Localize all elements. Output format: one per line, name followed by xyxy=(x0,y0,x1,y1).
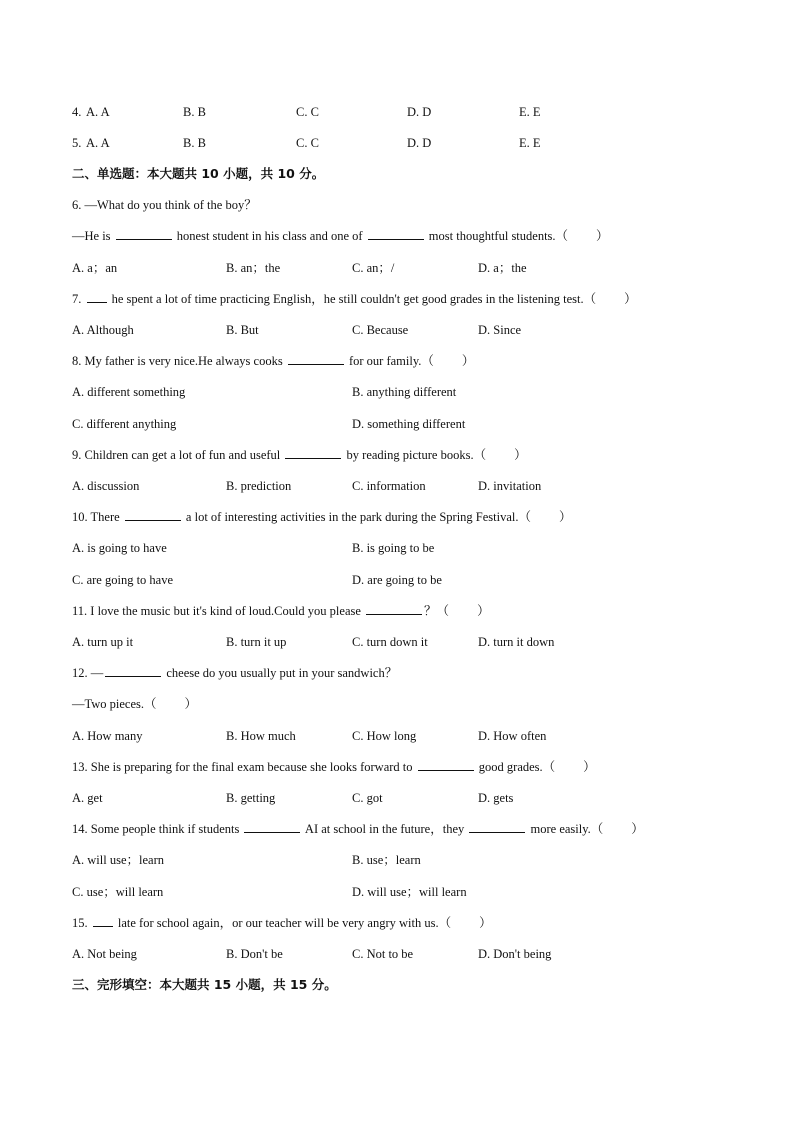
option-a: A. turn up it xyxy=(72,635,134,649)
question-14-stem xyxy=(72,819,644,839)
option-d: D. gets xyxy=(478,791,514,805)
question-14-option-d: D. will use；will learn xyxy=(352,885,467,899)
option-d: D. a；the xyxy=(478,261,527,275)
question-11-stem xyxy=(72,601,490,621)
answer-blank xyxy=(105,663,161,677)
option-a: A. a；an xyxy=(72,261,118,275)
option-c: C. C xyxy=(296,136,319,150)
answer-blank xyxy=(244,819,300,833)
stem-text: 8. My father is very nice.He always cooks xyxy=(72,354,283,368)
stem-text: honest student in his class and one of xyxy=(176,229,363,243)
stem-text: a lot of interesting activities in the park during the Spring Festival.（ xyxy=(185,510,531,524)
option-c: C. C xyxy=(296,105,319,119)
section-heading-cloze: 三、完形填空：本大题共 15 小题，共 15 分。 xyxy=(72,977,337,992)
answer-blank xyxy=(368,226,424,240)
question-15-stem xyxy=(72,913,492,933)
question-13-options xyxy=(72,788,572,808)
question-10-option-a: A. is going to have xyxy=(72,541,167,555)
option-d: D. invitation xyxy=(478,479,542,493)
stem-text: AI at school in the future，they xyxy=(304,822,465,836)
question-4-number: 4. xyxy=(72,105,82,119)
stem-text: 11. I love the music but it's kind of loud.Could you please xyxy=(72,604,361,618)
stem-text: ） xyxy=(559,510,572,524)
answer-blank xyxy=(125,507,181,521)
stem-text: 9. Children can get a lot of fun and useful xyxy=(72,448,281,462)
question-12-answer-line xyxy=(72,694,197,714)
section-heading-single-choice: 二、单选题：本大题共 10 小题，共 10 分。 xyxy=(72,166,325,181)
option-c: C. turn down it xyxy=(352,635,428,649)
stem-text: ） xyxy=(624,292,637,306)
option-d: D. Don't being xyxy=(478,947,552,961)
option-b: B. B xyxy=(183,105,206,119)
question-7-options xyxy=(72,320,572,340)
question-6-options xyxy=(72,258,572,278)
option-b: B. prediction xyxy=(226,479,292,493)
stem-text: most thoughtful students.（ xyxy=(428,229,569,243)
question-9-stem xyxy=(72,445,527,465)
option-e: E. E xyxy=(519,105,541,119)
option-d: D. How often xyxy=(478,729,547,743)
question-8-option-b: B. anything different xyxy=(352,385,457,399)
stem-text: 12. — xyxy=(72,666,104,680)
question-12-stem xyxy=(72,663,397,683)
question-6-answer-line xyxy=(72,226,609,246)
question-4-options xyxy=(72,102,732,122)
option-b: B. an；the xyxy=(226,261,281,275)
option-c: C. got xyxy=(352,791,383,805)
question-11-options xyxy=(72,632,572,652)
option-a: A. Although xyxy=(72,323,134,337)
question-7-stem xyxy=(72,289,637,309)
stem-text: ） xyxy=(583,760,596,774)
question-8-option-d: D. something different xyxy=(352,417,466,431)
question-5-number: 5. xyxy=(72,136,82,150)
answer-blank xyxy=(93,913,113,927)
option-e: E. E xyxy=(519,136,541,150)
question-6-stem: 6. —What do you think of the boy？ xyxy=(72,198,257,212)
option-a: A. get xyxy=(72,791,103,805)
option-d: D. turn it down xyxy=(478,635,555,649)
stem-text: ） xyxy=(184,697,198,711)
question-10-stem xyxy=(72,507,572,527)
option-d: D. D xyxy=(407,136,432,150)
option-d: D. Since xyxy=(478,323,522,337)
option-a: A. discussion xyxy=(72,479,140,493)
answer-blank xyxy=(469,819,525,833)
question-13-stem xyxy=(72,757,596,777)
question-10-option-b: B. is going to be xyxy=(352,541,435,555)
question-9-options xyxy=(72,476,572,496)
option-b: B. B xyxy=(183,136,206,150)
option-a: A. A xyxy=(86,136,110,150)
stem-text: he spent a lot of time practicing English，he still couldn't get good grades in the listening test.（ xyxy=(111,292,597,306)
stem-text: ） xyxy=(461,354,475,368)
answer-blank xyxy=(87,289,107,303)
option-b: B. But xyxy=(226,323,259,337)
stem-text: ） xyxy=(479,916,492,930)
stem-text: ） xyxy=(477,604,490,618)
question-15-options xyxy=(72,944,572,964)
stem-text: 14. Some people think if students xyxy=(72,822,240,836)
option-d: D. D xyxy=(407,105,432,119)
option-c: C. How long xyxy=(352,729,417,743)
option-c: C. Not to be xyxy=(352,947,414,961)
stem-text: ） xyxy=(596,229,609,243)
stem-text: ） xyxy=(631,822,644,836)
option-b: B. How much xyxy=(226,729,296,743)
answer-blank xyxy=(288,351,344,365)
option-a: A. Not being xyxy=(72,947,137,961)
question-10-option-d: D. are going to be xyxy=(352,573,442,587)
question-14-option-b: B. use；learn xyxy=(352,853,421,867)
answer-blank xyxy=(116,226,172,240)
option-a: A. A xyxy=(86,105,110,119)
stem-text: for our family.（ xyxy=(348,354,434,368)
question-number: 7. xyxy=(72,292,82,306)
stem-text: —He is xyxy=(72,229,111,243)
answer-blank xyxy=(366,601,422,615)
stem-text: cheese do you usually put in your sandwich？ xyxy=(166,666,398,680)
stem-text: by reading picture books.（ xyxy=(346,448,487,462)
option-b: B. getting xyxy=(226,791,276,805)
answer-blank xyxy=(418,757,474,771)
stem-text: —Two pieces.（ xyxy=(72,697,157,711)
option-a: A. How many xyxy=(72,729,143,743)
question-12-options xyxy=(72,726,572,746)
stem-text: late for school again，or our teacher will be very angry with us.（ xyxy=(117,916,452,930)
question-14-option-a: A. will use；learn xyxy=(72,853,164,867)
option-c: C. Because xyxy=(352,323,409,337)
stem-text: 10. There xyxy=(72,510,120,524)
stem-text: good grades.（ xyxy=(478,760,556,774)
question-5-options xyxy=(72,133,732,153)
question-number: 15. xyxy=(72,916,88,930)
question-14-option-c: C. use；will learn xyxy=(72,885,164,899)
question-8-stem xyxy=(72,351,474,371)
question-8-option-a: A. different something xyxy=(72,385,186,399)
answer-blank xyxy=(285,445,341,459)
stem-text: 13. She is preparing for the final exam because she looks forward to xyxy=(72,760,413,774)
option-b: B. Don't be xyxy=(226,947,283,961)
stem-text: ） xyxy=(514,448,527,462)
question-10-option-c: C. are going to have xyxy=(72,573,174,587)
stem-text: ？（ xyxy=(424,604,450,618)
stem-text: more easily.（ xyxy=(530,822,604,836)
question-8-option-c: C. different anything xyxy=(72,417,177,431)
option-b: B. turn it up xyxy=(226,635,287,649)
option-c: C. information xyxy=(352,479,426,493)
option-c: C. an；/ xyxy=(352,261,395,275)
